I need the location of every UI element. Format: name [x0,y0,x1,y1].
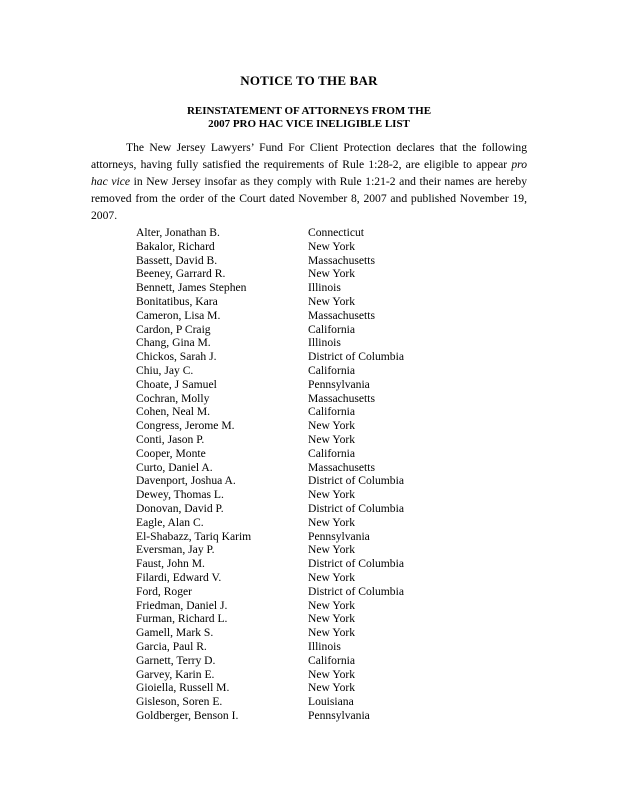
title-initial-b: B [349,73,359,88]
attorney-name: Dewey, Thomas L. [136,488,224,502]
list-item [0,571,618,585]
title-smallcaps-2: AR [358,73,378,88]
list-item [0,323,618,337]
attorney-name: Cochran, Molly [136,391,210,405]
list-item [0,530,618,544]
intro-paragraph [91,139,527,224]
list-item [0,295,618,309]
attorney-name: Furman, Richard L. [136,612,228,626]
attorney-name: Bakalor, Richard [136,239,215,253]
list-item [0,709,618,723]
attorney-name: Bennett, James Stephen [136,281,247,295]
list-item [0,488,618,502]
list-item [0,585,618,599]
attorney-name: Donovan, David P. [136,501,224,515]
list-item [0,364,618,378]
list-item [0,668,618,682]
attorney-state: Massachusetts [308,391,375,405]
list-item [0,433,618,447]
attorney-name: Chiu, Jay C. [136,363,194,377]
subtitle [0,105,618,131]
attorney-name: Cooper, Monte [136,446,206,460]
attorney-name: Bassett, David B. [136,253,218,267]
attorney-state: District of Columbia [308,350,404,364]
attorney-state: New York [308,667,356,681]
attorney-name: Beeney, Garrard R. [136,267,226,281]
attorney-state: New York [308,294,356,308]
attorney-name: Garcia, Paul R. [136,639,207,653]
attorney-state: Massachusetts [308,308,375,322]
attorney-name: Cohen, Neal M. [136,405,211,419]
attorney-state: New York [308,681,356,695]
attorney-name: Davenport, Joshua A. [136,474,236,488]
attorney-state: New York [308,419,356,433]
title-initial-n: N [240,73,250,88]
attorney-state: California [308,446,356,460]
attorney-name: Faust, John M. [136,557,205,571]
subtitle-line-1: REINSTATEMENT OF ATTORNEYS FROM THE [186,105,432,117]
attorney-state: New York [308,626,356,640]
list-item [0,267,618,281]
attorney-state: New York [308,432,356,446]
list-item [0,543,618,557]
attorney-state: Illinois [308,336,341,350]
list-item [0,350,618,364]
list-item [0,599,618,613]
page-title [0,73,618,89]
attorney-name: Congress, Jerome M. [136,419,235,433]
attorney-name: Alter, Jonathan B. [136,226,220,239]
attorney-state: New York [308,543,356,557]
attorney-name: Cameron, Lisa M. [136,308,221,322]
attorney-state: Illinois [308,639,341,653]
list-item [0,281,618,295]
list-item [0,654,618,668]
attorney-state: District of Columbia [308,474,404,488]
attorney-state: California [308,653,356,667]
list-item [0,392,618,406]
attorney-name: Gioiella, Russell M. [136,681,230,695]
attorney-state: California [308,405,356,419]
list-item [0,502,618,516]
list-item [0,419,618,433]
list-item [0,557,618,571]
attorney-name: Bonitatibus, Kara [136,294,218,308]
attorney-state: Louisiana [308,695,354,709]
list-item [0,447,618,461]
attorney-name: Garnett, Terry D. [136,653,216,667]
attorney-name: Eagle, Alan C. [136,515,204,529]
intro-text-2: in New Jersey insofar as they comply with Rule 1:21-2 and their names are hereby removed from the order of the Court dated November 8, 2007 and published November 19, 2007. [91,175,527,222]
list-item [0,336,618,350]
list-item [0,461,618,475]
intro-text-1: The New Jersey Lawyers’ Fund For Client Protection declares that the following attorneys, having fully satisfied the requirements of Rule 1:28-2, are eligible to appear [91,141,527,171]
list-item [0,626,618,640]
attorney-name: Filardi, Edward V. [136,570,222,584]
attorney-name: Choate, J Samuel [136,377,217,391]
attorney-name: Eversman, Jay P. [136,543,215,557]
attorney-state: Connecticut [308,226,365,239]
subtitle-line-2: 2007 PRO HAC VICE INELIGIBLE LIST [208,118,410,130]
attorney-name: Gisleson, Soren E. [136,695,223,709]
attorney-state: Massachusetts [308,460,375,474]
attorney-state: New York [308,612,356,626]
title-smallcaps-1: OTICE TO THE [249,73,350,88]
attorney-state: California [308,322,356,336]
intro-italic: pro hac vice [91,158,527,188]
attorney-state: California [308,363,356,377]
list-item [0,405,618,419]
attorney-name: Chickos, Sarah J. [136,350,217,364]
list-item [0,640,618,654]
attorney-state: Pennsylvania [308,708,370,722]
attorney-state: District of Columbia [308,501,404,515]
list-item [0,474,618,488]
attorney-name: El-Shabazz, Tariq Karim [136,529,252,543]
attorney-name: Conti, Jason P. [136,432,205,446]
attorney-state: Pennsylvania [308,529,370,543]
attorney-state: Pennsylvania [308,377,370,391]
attorney-state: District of Columbia [308,584,404,598]
list-item [0,695,618,709]
list-item [0,309,618,323]
attorney-state: New York [308,570,356,584]
list-item [0,378,618,392]
attorney-name: Garvey, Karin E. [136,667,215,681]
attorney-state: District of Columbia [308,557,404,571]
list-item [0,681,618,695]
list-item [0,240,618,254]
list-item [0,612,618,626]
list-item [0,516,618,530]
attorney-list [0,226,618,723]
list-item [0,254,618,268]
list-item [0,226,618,240]
attorney-name: Ford, Roger [136,584,193,598]
attorney-state: Illinois [308,281,341,295]
attorney-name: Cardon, P Craig [136,322,211,336]
attorney-state: New York [308,267,356,281]
attorney-state: New York [308,488,356,502]
attorney-state: New York [308,598,356,612]
attorney-state: New York [308,239,356,253]
attorney-name: Gamell, Mark S. [136,626,214,640]
attorney-state: Massachusetts [308,253,375,267]
attorney-name: Chang, Gina M. [136,336,211,350]
attorney-state: New York [308,515,356,529]
attorney-name: Goldberger, Benson I. [136,708,239,722]
attorney-name: Friedman, Daniel J. [136,598,228,612]
attorney-name: Curto, Daniel A. [136,460,213,474]
